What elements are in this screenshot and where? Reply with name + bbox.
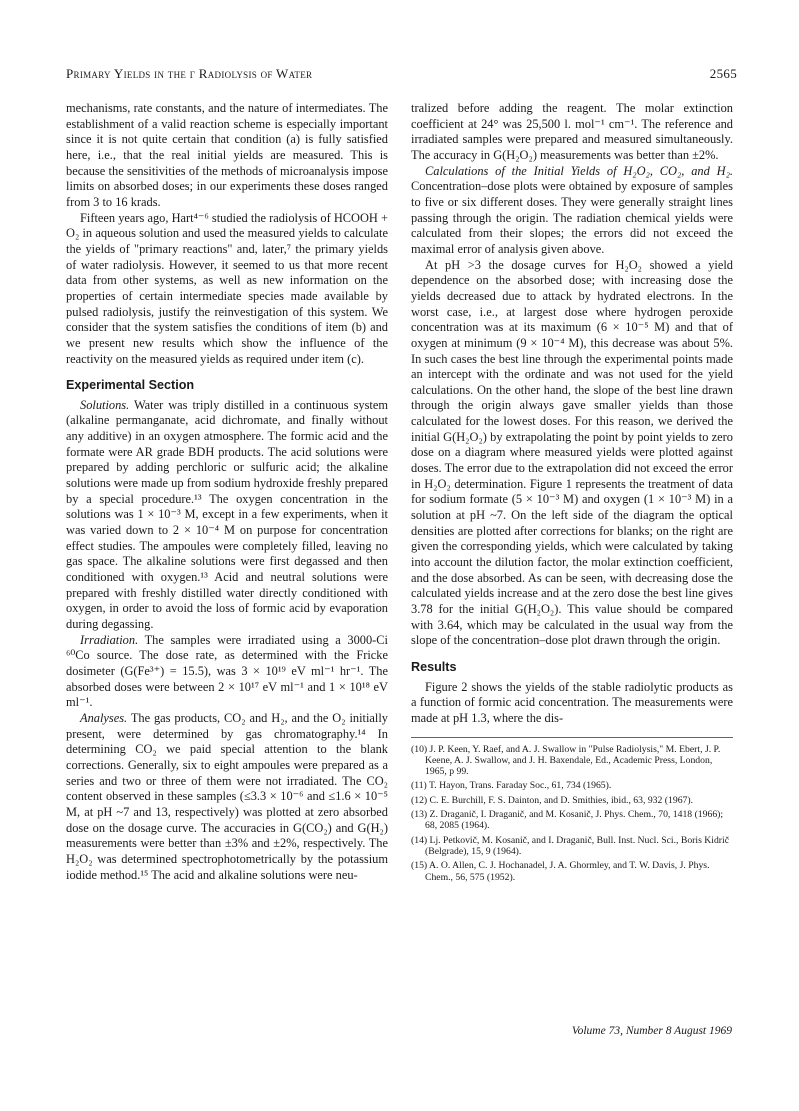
subsection-paragraph-calculations	[411, 164, 733, 258]
runin-heading: Irradiation.	[80, 632, 139, 647]
running-head	[66, 66, 737, 82]
body-paragraph: mechanisms, rate constants, and the nature of intermediates. The establishment of a valid reaction scheme is especially important since it is not quite certain that condition (a) is fully satisfied here, i.e., that the real initial yields are measured. This is because the sensitivities of the methods of microanalysis impose limits on absorbed doses; in our experiments these doses ranged from 3 to 16 krads.	[66, 101, 388, 209]
footnote: (12) C. E. Burchill, F. S. Dainton, and D. Smithies, ibid., 63, 932 (1967).	[411, 794, 694, 806]
footnote: (15) A. O. Allen, C. J. Hochanadel, J. A. Ghormley, and T. W. Davis, J. Phys. Chem., 56, 575 (1952).	[411, 860, 710, 883]
results-paragraph: Figure 2 shows the yields of the stable radiolytic products as a function of formic acid concentration. The measurements were made at pH 1.3, where the dis-	[411, 679, 733, 725]
subsection-paragraph-solutions	[66, 398, 388, 633]
journal-footer: Volume 73, Number 8 August 1969	[571, 1025, 732, 1037]
right-column	[411, 101, 733, 886]
section-heading-experimental: Experimental Section	[66, 378, 195, 393]
footnote: (14) Lj. Petkovič, M. Kosanič, and I. Draganič, Bull. Inst. Nucl. Sci., Boris Kidrič (Belgrade), 15, 9 (1964).	[411, 834, 730, 857]
page-number: 2565	[709, 66, 737, 81]
body-paragraph: Fifteen years ago, Hart⁴⁻⁶ studied the radiolysis of HCOOH + O₂ in aqueous solution and used the measured yields to calculate the yields of "primary reactions" and, later,⁷ the primary yields of water radiolysis. However, it seemed to us that more recent data from other systems, as well as new information on the properties of certain intermediate species made available by pulsed radiolysis, justify the reinvestigation of this system. We consider that the system satisfies the conditions of item (b) and we present new results which show the influence of the reactivity on the measured yields as required under item (c).	[66, 210, 388, 366]
footnote: (10) J. P. Keen, Y. Raef, and A. J. Swallow in "Pulse Radiolysis," M. Ebert, J. P. Keene, A. J. Swallow, and J. H. Baxendale, Ed., Academic Press, London, 1965, p 99.	[411, 743, 721, 778]
paragraph-text: The gas products, CO₂ and H₂, and the O₂ initially present, were determined by gas chromatography.¹⁴ In determining CO₂ we paid special attention to the blank corrections. Generally, six to eight ampoules were prepared as a series and two or three of them were not irradiated. The CO₂ content observed in these samples (≤3.3 × 10⁻⁶ and ≤1.6 × 10⁻⁵ M, at pH ~7 and 13, respectively) was plotted at zero absorbed dose on the dosage curve. The accuracies in G(CO₂) and G(H₂) measurements were better than ±3% and ±2%, respectively. The H₂O₂ was determined spectrophotometrically by the potassium iodide method.¹⁵ The acid and alkaline solutions were neu-	[66, 710, 389, 882]
running-title: Primary Yields in the γ Radiolysis of Water	[66, 66, 313, 81]
subsection-paragraph-irradiation	[66, 633, 388, 711]
body-paragraph: tralized before adding the reagent. The molar extinction coefficient at 24° was 25,500 l. mol⁻¹ cm⁻¹. The reference and irradiated samples were prepared and measured simultaneously. The accuracy in G(H₂O₂) measurements was better than ±2%.	[411, 101, 733, 162]
runin-heading: Solutions.	[80, 397, 130, 412]
paragraph-text: Water was triply distilled in a continuous system (alkaline permanganate, acid dichromate, and finally without any additive) in an oxygen atmosphere. The formic acid and the formate were AR grade BDH products. The acid solutions were prepared by adding perchloric or sulfuric acid; the alkaline solutions were made up from sodium hydroxide freshly prepared by a special procedure.¹³ The oxygen concentration in the solutions was 1 × 10⁻³ M, except in a few experiments, when it was varied down to 2 × 10⁻⁴ M on purpose for concentration effect studies. The ampoules were completely filled, leaving no gas space. The alkaline solutions were first degassed and then conditioned with oxygen.¹³ Acid and neutral solutions were prepared with freshly distilled water directly conditioned with oxygen, in order to avoid the loss of formic acid by evaporation during degassing.	[66, 397, 388, 631]
runin-heading: Calculations of the Initial Yields of H₂O₂, CO₂, and H₂.	[425, 163, 733, 178]
body-paragraph: At pH >3 the dosage curves for H₂O₂ showed a yield dependence on the absorbed dose; with increasing dose the yields decreased due to attack by hydrated electrons. In the worst case, i.e., at largest dose where hydrogen peroxide concentration was at its maximum (6 × 10⁻⁵ M) and that of oxygen at minimum (9 × 10⁻⁴ M), this decrease was about 5%. In such cases the best line through the experimental points made an intercept with the ordinate and was not used for the yield calculations. On the other hand, the slope of the best line drawn through the origin always gave smaller yields than those calculated for the lowest doses. For this reason, we derived the initial G(H₂O₂) by extrapolating the point by point yields to zero dose on a diagram where measured yields were plotted against doses. The error due to the extrapolation did not exceed the error in H₂O₂ determination. Figure 1 represents the treatment of data for sodium formate (5 × 10⁻³ M) and oxygen (1 × 10⁻³ M) in a solution at pH ~7. On the left side of the diagram the optical densities are plotted after corrections for blanks; on the right are given the corresponding yields, which were calculated by taking into account the dilution factor, the molar extinction coefficient, and the dose absorbed. As can be seen, with decreasing dose the calculated yields increase and at the zero dose the best line gives 3.78 for the initial G(H₂O₂). This value should be compared with 3.64, which may be calculated in the usual way from the slope of the concentration–dose plot drawn through the origin.	[411, 257, 733, 648]
footnote-divider	[411, 737, 733, 738]
paragraph-text: Concentration–dose plots were obtained by exposure of samples to five or six different doses. They were generally straight lines passing through the origin. The radiation chemical yields were calculated from their slopes; the errors did not exceed the maximal error of analysis given above.	[411, 179, 733, 256]
paragraph-text: The samples were irradiated using a 3000-Ci ⁶⁰Co source. The dose rate, as determined with the Fricke dosimeter (G(Fe³⁺) = 15.5), was 3 × 10¹⁹ eV ml⁻¹ hr⁻¹. The absorbed doses were between 2 × 10¹⁷ eV ml⁻¹ and 1 × 10¹⁸ eV ml⁻¹.	[66, 632, 389, 710]
footnote: (11) T. Hayon, Trans. Faraday Soc., 61, 734 (1965).	[411, 780, 612, 792]
runin-heading: Analyses.	[80, 710, 128, 725]
left-column	[66, 101, 388, 883]
footnotes	[411, 737, 733, 883]
section-heading-results: Results	[411, 659, 457, 674]
subsection-paragraph-analyses	[66, 711, 388, 883]
footnote: (13) Z. Draganič, I. Draganič, and M. Kosanič, J. Phys. Chem., 70, 1418 (1966); 68, 2085 (1964).	[411, 809, 724, 832]
